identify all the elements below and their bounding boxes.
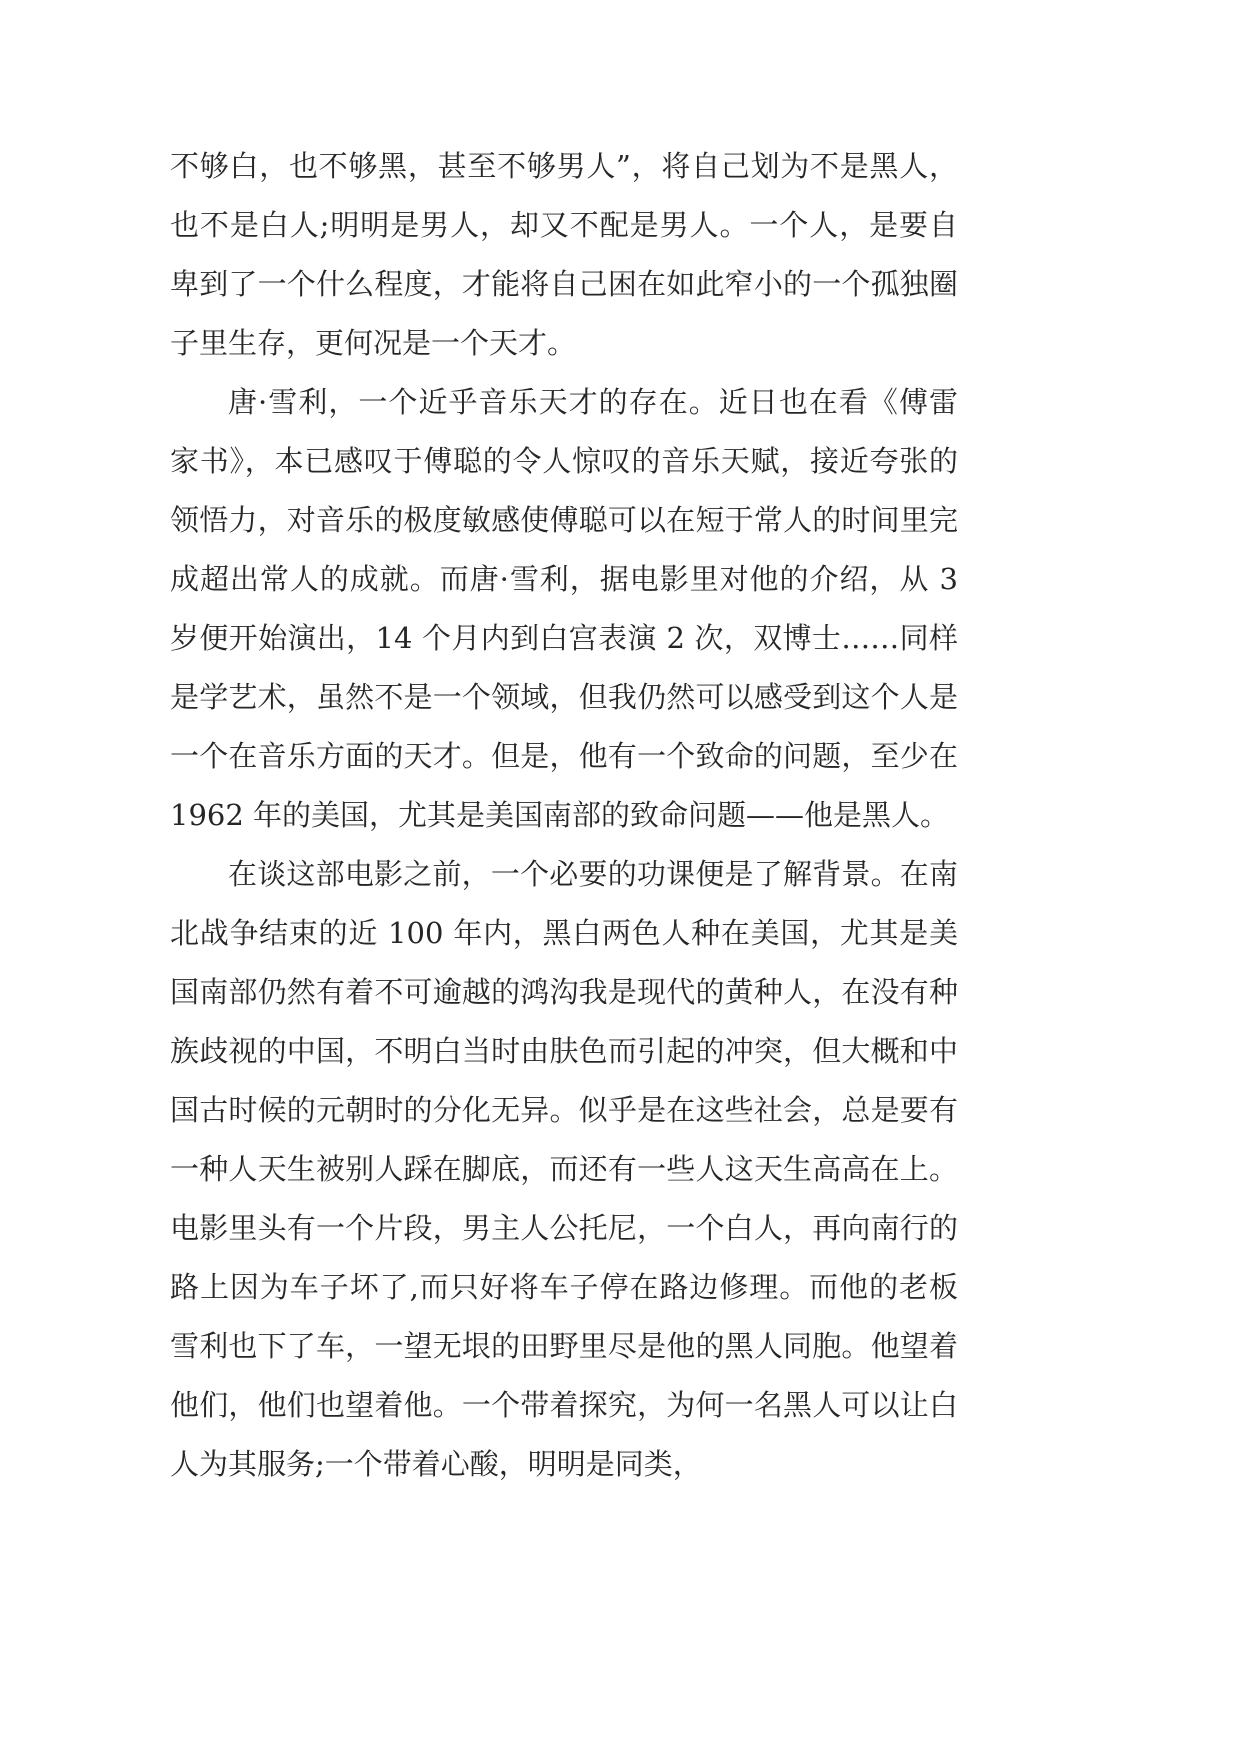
document-body — [170, 137, 958, 1494]
paragraph-3: 在谈这部电影之前，一个必要的功课便是了解背景。在南北战争结束的近 100 年内，黑白两色人种在美国，尤其是美国南部仍然有着不可逾越的鸿沟我是现代的黄种人，在没有种族歧视的中国，不明白当时由肤色而引起的冲突，但大概和中国古时候的元朝时的分化无异。似乎是在这些社会，总是要有一种人天生被别人踩在脚底，而还有一些人这天生高高在上。电影里头有一个片段，男主人公托尼，一个白人，再向南行的路上因为车子坏了,而只好将车子停在路边修理。而他的老板雪利也下了车，一望无垠的田野里尽是他的黑人同胞。他望着他们，他们也望着他。一个带着探究，为何一名黑人可以让白人为其服务;一个带着心酸，明明是同类， — [170, 857, 958, 1481]
paragraph-2: 唐·雪利，一个近乎音乐天才的存在。近日也在看《傅雷家书》，本已感叹于傅聪的令人惊叹的音乐天赋，接近夸张的领悟力，对音乐的极度敏感使傅聪可以在短于常人的时间里完成超出常人的成就。而唐·雪利，据电影里对他的介绍，从 3 岁便开始演出，14 个月内到白宫表演 2 次，双博士……同样是学艺术，虽然不是一个领域，但我仍然可以感受到这个人是一个在音乐方面的天才。但是，他有一个致命的问题，至少在 1962 年的美国，尤其是美国南部的致命问题——他是黑人。 — [170, 385, 958, 832]
paragraph-1: 不够白，也不够黑，甚至不够男人”，将自己划为不是黑人，也不是白人;明明是男人，却又不配是男人。一个人，是要自卑到了一个什么程度，才能将自己困在如此窄小的一个孤独圈子里生存，更何况是一个天才。 — [170, 149, 958, 360]
